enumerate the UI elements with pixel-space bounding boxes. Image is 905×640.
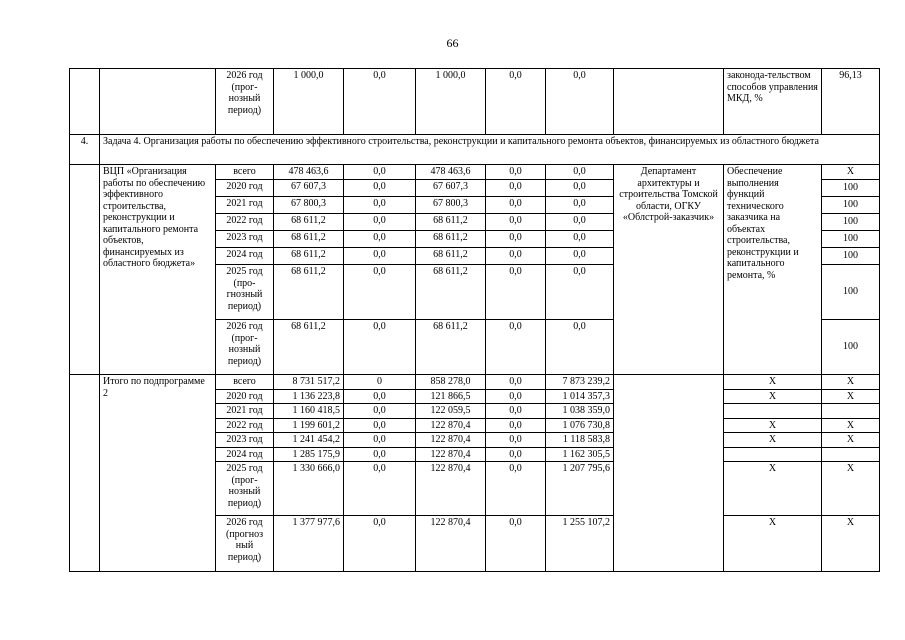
other-cell: 0,0 <box>546 69 614 135</box>
total-cell: 1 000,0 <box>274 69 344 135</box>
table-row: 2026 год (прог-нозный период) 68 611,2 0,0 68 611,2 0,0 0,0 100 <box>70 320 880 375</box>
task-row <box>70 135 880 165</box>
table-row: Итого по подпрограмме 2 всего 8 731 517,2 0 858 278,0 0,0 7 873 239,2 X X <box>70 375 880 390</box>
table-row: 2021 год 1 160 418,5 0,0 122 059,5 0,0 1 038 359,0 <box>70 404 880 419</box>
indicator-cell: законода-тельством способов управления МКД, % <box>724 69 822 135</box>
task-title: Задача 4. Организация работы по обеспечению эффективного строительства, реконструкции и капитального ремонта объектов, финансируемых из областного бюджета <box>100 135 880 165</box>
table-row <box>70 69 880 135</box>
table-row: 2022 год 1 199 601,2 0,0 122 870,4 0,0 1 076 730,8 X X <box>70 418 880 433</box>
page-number: 66 <box>446 36 459 50</box>
table-row: 2022 год 68 611,2 0,0 68 611,2 0,0 0,0 100 <box>70 214 880 231</box>
local-cell: 0,0 <box>486 69 546 135</box>
table-row: 2025 год (про-гнозный период) 68 611,2 0,0 68 611,2 0,0 0,0 100 <box>70 265 880 320</box>
executor-cell: Департамент архитектуры и строительства Томской области, ОГКУ «Облстрой-заказчик» <box>614 165 724 375</box>
table-row: ВЦП «Организация работы по обеспечению эффективного строительства, реконструкции и капитального ремонта объектов, финансируемых из областного бюджета» всего 478 463,6 0,0 478 463,6 0,0 0,0 Департамент архитектуры и строительства Томской области, ОГКУ «Облстрой-заказчик» Обеспечение выполнения функций технического заказчика на объектах строительства, реконструкции и капитального ремонта, % X <box>70 165 880 180</box>
table-row: 2023 год 1 241 454,2 0,0 122 870,4 0,0 1 118 583,8 X X <box>70 433 880 448</box>
task-number: 4. <box>70 135 100 165</box>
indicator-value-cell: 96,13 <box>822 69 880 135</box>
subtotal-label: Итого по подпрограмме 2 <box>100 375 216 572</box>
table-row: 2020 год 67 607,3 0,0 67 607,3 0,0 0,0 100 <box>70 180 880 197</box>
table-row: 2025 год (прог-нозный период) 1 330 666,0 0,0 122 870,4 0,0 1 207 795,6 X X <box>70 462 880 516</box>
table-row: 2023 год 68 611,2 0,0 68 611,2 0,0 0,0 100 <box>70 231 880 248</box>
table-row: 2021 год 67 800,3 0,0 67 800,3 0,0 0,0 100 <box>70 197 880 214</box>
table-row: 2024 год 68 611,2 0,0 68 611,2 0,0 0,0 100 <box>70 248 880 265</box>
indicator-cell: Обеспечение выполнения функций технического заказчика на объектах строительства, реконструкции и капитального ремонта, % <box>724 165 822 375</box>
table-row: 2020 год 1 136 223,8 0,0 121 866,5 0,0 1 014 357,3 X X <box>70 389 880 404</box>
table-row: 2024 год 1 285 175,9 0,0 122 870,4 0,0 1 162 305,5 <box>70 447 880 462</box>
federal-cell: 0,0 <box>344 69 416 135</box>
subprogram-table <box>69 68 880 572</box>
table-row: 2026 год (прогноз ный период) 1 377 977,6 0,0 122 870,4 0,0 1 255 107,2 X X <box>70 516 880 572</box>
regional-cell: 1 000,0 <box>416 69 486 135</box>
program-name: ВЦП «Организация работы по обеспечению эффективного строительства, реконструкции и капитального ремонта объектов, финансируемых из областного бюджета» <box>100 165 216 375</box>
period-cell: 2026 год (прог-нозный период) <box>216 69 274 135</box>
indicator-value-cell: X <box>822 165 880 180</box>
